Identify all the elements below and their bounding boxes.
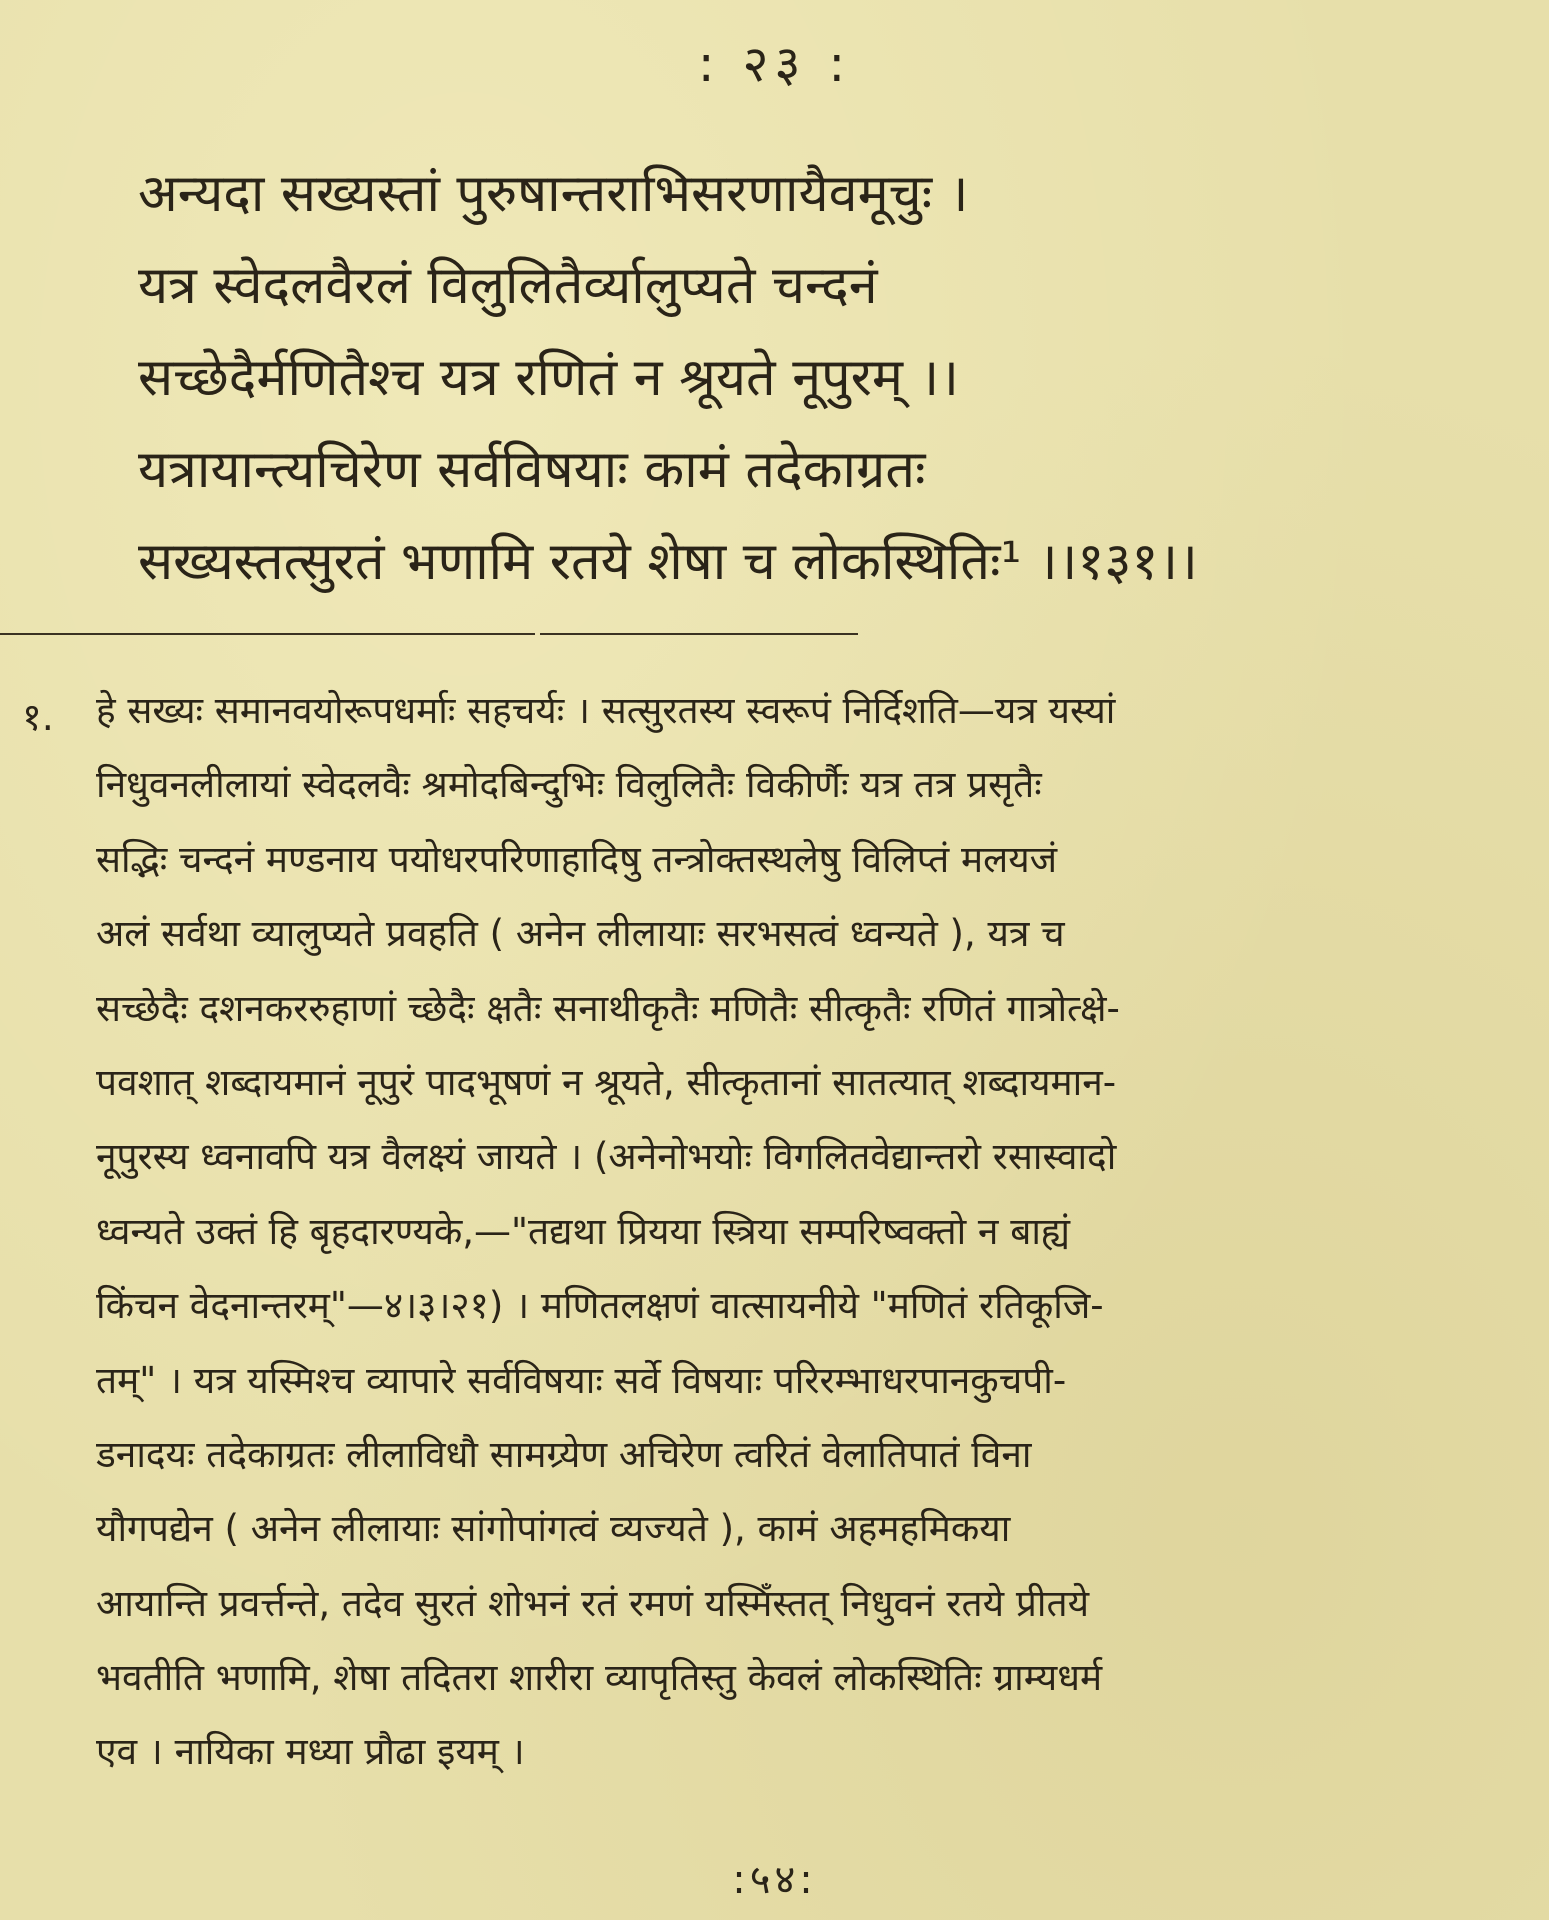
commentary-block xyxy=(96,674,1516,1790)
verse-line: यत्रायान्त्यचिरेण सर्वविषयाः कामं तदेकाग्रतः xyxy=(138,440,926,500)
commentary-line: तम्" । यत्र यस्मिश्च व्यापारे सर्वविषयाः सर्वे विषयाः परिरम्भाधरपानकुचपी- xyxy=(96,1358,1067,1402)
footnote-divider xyxy=(540,633,858,635)
commentary-line: ध्वन्यते उक्तं हि बृहदारण्यके,—"तद्यथा प्रियया स्त्रिया सम्परिष्वक्तो न बाह्यं xyxy=(96,1209,1071,1253)
verse-line: सख्यस्तत्सुरतं भणामि रतये शेषा च लोकस्थितिः¹ ।।१३१।। xyxy=(138,532,1198,592)
commentary-line: किंचन वेदनान्तरम्"—४।३।२१) । मणितलक्षणं वात्सायनीये "मणितं रतिकूजि- xyxy=(96,1284,1104,1328)
commentary-line: भवतीति भणामि, शेषा तदितरा शारीरा व्यापृतिस्तु केवलं लोकस्थितिः ग्राम्यधर्म xyxy=(96,1656,1103,1700)
commentary-line: नूपुरस्य ध्वनावपि यत्र वैलक्ष्यं जायते । (अनेनोभयोः विगलितवेद्यान्तरो रसास्वादो xyxy=(96,1135,1117,1179)
commentary-line: निधुवनलीलायां स्वेदलवैः श्रमोदबिन्दुभिः विलुलितैः विकीर्णैः यत्र तत्र प्रसृतैः xyxy=(96,763,1042,807)
commentary-line: यौगपद्येन ( अनेन लीलायाः सांगोपांगत्वं व्यज्यते ), कामं अहमहमिकया xyxy=(96,1507,1011,1551)
commentary-line: अलं सर्वथा व्यालुप्यते प्रवहति ( अनेन लीलायाः सरभसत्वं ध्वन्यते ), यत्र च xyxy=(96,912,1065,956)
footnote-number: १. xyxy=(22,695,54,739)
page-number: :५४: xyxy=(732,1857,817,1903)
commentary-line: एव । नायिका मध्या प्रौढा इयम् । xyxy=(96,1730,525,1774)
footnote-divider xyxy=(0,633,535,635)
commentary-line: आयान्ति प्रवर्त्तन्ते, तदेव सुरतं शोभनं रतं रमणं यस्मिँस्तत् निधुवनं रतये प्रीतये xyxy=(96,1581,1090,1625)
commentary-line: डनादयः तदेकाग्रतः लीलाविधौ सामग्र्येण अचिरेण त्वरितं वेलातिपातं विना xyxy=(96,1432,1032,1476)
verse-line: अन्यदा सख्यस्तां पुरुषान्तराभिसरणायैवमूचुः । xyxy=(138,164,969,224)
verse-line: सच्छेदैर्मणितैश्च यत्र रणितं न श्रूयते नूपुरम् ।। xyxy=(138,348,959,408)
commentary-line: पवशात् शब्दायमानं नूपुरं पादभूषणं न श्रूयते, सीत्कृतानां सातत्यात् शब्दायमान- xyxy=(96,1060,1117,1104)
verse-block xyxy=(138,148,1518,608)
chapter-number: : २३ : xyxy=(697,35,852,93)
commentary-line: हे सख्यः समानवयोरूपधर्माः सहचर्यः । सत्सुरतस्य स्वरूपं निर्दिशति—यत्र यस्यां xyxy=(96,689,1116,732)
commentary-line: सद्भिः चन्दनं मण्डनाय पयोधरपरिणाहादिषु तन्त्रोक्तस्थलेषु विलिप्तं मलयजं xyxy=(96,837,1058,881)
commentary-line: सच्छेदैः दशनकररुहाणां च्छेदैः क्षतैः सनाथीकृतैः मणितैः सीत्कृतैः रणितं गात्रोत्क्षे- xyxy=(96,986,1120,1030)
verse-line: यत्र स्वेदलवैरलं विलुलितैर्व्यालुप्यते चन्दनं xyxy=(138,256,878,316)
